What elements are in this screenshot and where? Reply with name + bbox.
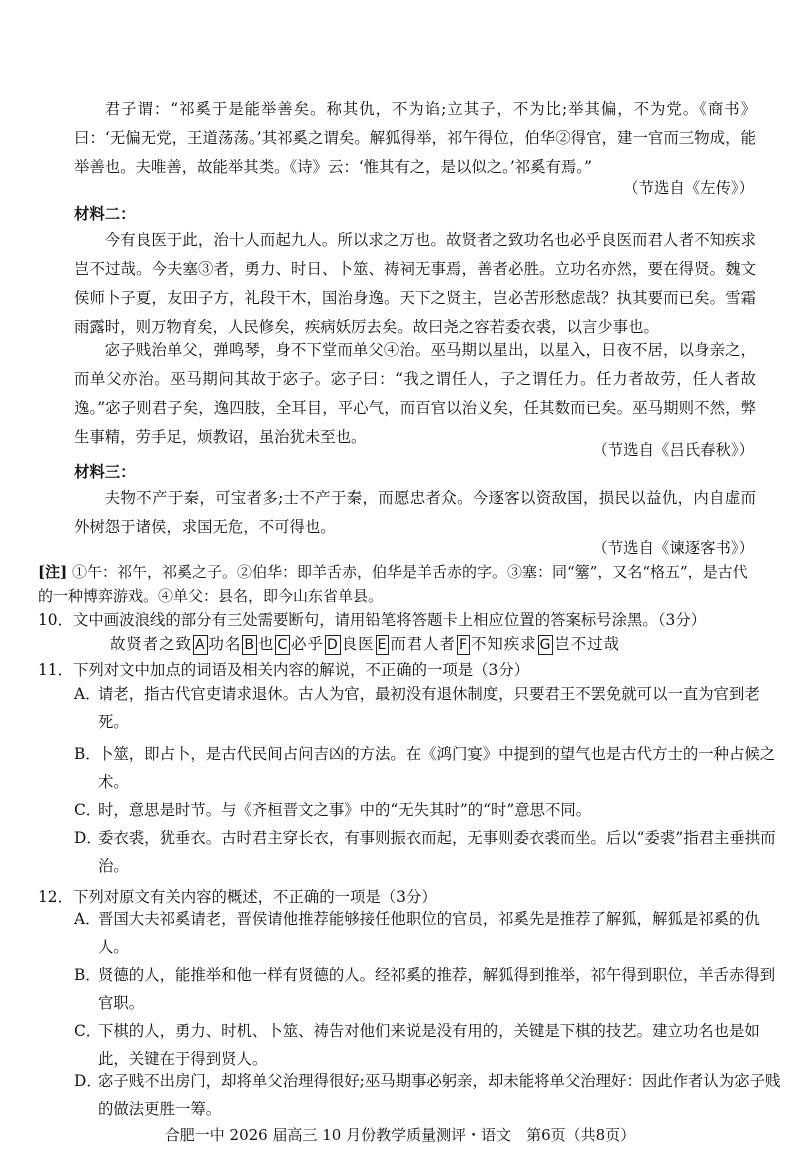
passage1-text: 君子谓：“祁奚于是能举善矣。称其仇，不为谄;立其子，不为比;举其偏，不为党。《商书》曰：‘无偏无党，王道荡荡。’其祁奚之谓矣。解狐得举，祁午得位，伯华②得官，建一官而三物成，能举善也。夫唯善，故能举其类。《诗》云：‘惟其有之，是以似之。’祁奚有焉。” [74, 100, 756, 176]
material2-heading: 材料二： [74, 205, 136, 223]
option-text: 下棋的人，勇力、时机、卜筮、祷告对他们来说是没有用的，关键是下棋的技艺。建立功名也是如此，关键在于得到贤人。 [98, 1022, 760, 1068]
option-label: B． [74, 966, 101, 984]
option-label: C． [74, 801, 102, 819]
option-label: A． [74, 910, 101, 928]
material3-heading: 材料三： [74, 463, 136, 481]
option-label: A． [74, 685, 101, 703]
q12-option-c[interactable] [74, 1017, 784, 1073]
option-text: 卜筮，即占卜，是古代民间占问吉凶的方法。在《鸿门宴》中提到的望气也是古代方士的一种占候之术。 [98, 745, 776, 791]
q10-box-d[interactable]: D [326, 637, 339, 653]
q11-option-a[interactable] [74, 680, 784, 736]
q10-answer-marks [110, 632, 620, 655]
q10-segment: 功名 [208, 635, 242, 653]
q10-box-c[interactable]: C [277, 637, 289, 653]
option-label: D． [74, 1072, 102, 1090]
q11-option-d[interactable] [74, 824, 784, 880]
option-label: C． [74, 1022, 102, 1040]
option-text: 委衣裘，犹垂衣。古时君主穿长衣，有事则振衣而起，无事则委衣裘而坐。后以“委裘”指君主垂拱而治。 [98, 829, 776, 875]
passage1-source: （节选自《左传》） [623, 179, 754, 197]
q10-box-a[interactable]: A [194, 637, 206, 653]
q11-stem: 11．下列对文中加点的词语及相关内容的解说，不正确的一项是（3分） [38, 661, 530, 679]
q10-segment: 也 [257, 635, 275, 653]
q10-box-f[interactable]: F [458, 637, 469, 653]
material3-para: 夫物不产于秦，可宝者多;士不产于秦，而愿忠者众。今逐客以资敌国，损民以益仇，内自虚而外树怨于诸侯，求国无危，不可得也。 [74, 489, 756, 536]
material2-para2: 宓子贱治单父，弹鸣琴，身不下堂而单父④治。巫马期以星出，以星入，日夜不居，以身亲之，而单父亦治。巫马期问其故于宓子。宓子曰：“我之谓任人，子之谓任力。任力者故劳，任人者故逸。”宓子则君子矣，逸四肢，全耳目，平心气，而百官以治义矣，任其数而已矣。巫马期则不然，弊生事精，劳手足，烦教诏，虽治犹未至也。 [74, 341, 756, 446]
material3-source: （节选自《谏逐客书》） [592, 539, 754, 557]
option-label: B． [74, 745, 101, 763]
q10-segment: 不知疾求 [471, 635, 537, 653]
q10-segment: 而君人者 [390, 635, 456, 653]
q10-segment: 故贤者之致 [110, 635, 192, 653]
option-text: 请老，指古代官吏请求退休。古人为官，最初没有退休制度，只要君王不罢免就可以一直为官到老死。 [98, 685, 760, 731]
q12-option-b[interactable] [74, 961, 784, 1017]
option-text: 时，意思是时节。与《齐桓晋文之事》中的“无失其时”的“时”意思不同。 [98, 801, 592, 819]
option-label: D． [74, 829, 102, 847]
q11-option-c[interactable] [74, 796, 784, 824]
option-text: 晋国大夫祁奚请老，晋侯请他推荐能够接任他职位的官员，祁奚先是推荐了解狐，解狐是祁奚的仇人。 [98, 910, 760, 956]
notes [38, 560, 758, 608]
material2-para1: 今有良医于此，治十人而起九人。所以求之万也。故贤者之致功名也必乎良医而君人者不知疾求岂不过哉。今夫塞③者，勇力、时日、卜筮、祷祠无事焉，善者必胜。立功名亦然，要在得贤。魏文侯师卜子夏，友田子方，礼段干木，国治身逸。天下之贤主，岂必苦形愁虑哉？执其要而已矣。雪霜雨露时，则万物育矣，人民修矣，疾病妖厉去矣。故曰尧之容若委衣裘，以言少事也。 [74, 231, 756, 336]
note-label: [注] [38, 563, 68, 581]
q10-segment: 必乎 [291, 635, 324, 653]
option-text: 宓子贱不出房门，却将单父治理得很好;巫马期事必躬亲，却未能将单父治理好：因此作者认为宓子贱的做法更胜一筹。 [98, 1072, 781, 1118]
option-text: 贤德的人，能推举和他一样有贤德的人。经祁奚的推荐，解狐得到推举，祁午得到职位，羊舌赤得到官职。 [98, 966, 776, 1012]
q10-box-b[interactable]: B [244, 637, 255, 653]
q11-option-b[interactable] [74, 740, 784, 796]
note-text: ①午：祁午，祁奚之子。②伯华：即羊舌赤，伯华是羊舌赤的字。③塞：同“簺”，又名“格五”，是古代的一种博弈游戏。④单父：县名，即今山东省单县。 [38, 563, 748, 605]
q10-box-g[interactable]: G [539, 637, 552, 653]
q10-segment: 岂不过哉 [554, 635, 621, 653]
material2-source: （节选自《吕氏春秋》） [592, 441, 754, 459]
q12-option-d[interactable] [74, 1067, 784, 1123]
page-footer: 合肥一中 2026 届高三 10 月份教学质量测评・语文 第6页（共8页） [164, 1126, 636, 1144]
q10-segment: 良医 [341, 635, 375, 653]
q10-box-e[interactable]: E [377, 637, 388, 653]
q12-stem: 12．下列对原文有关内容的概述，不正确的一项是（3分） [38, 888, 437, 906]
q10-stem: 10．文中画波浪线的部分有三处需要断句，请用铅笔将答题卡上相应位置的答案标号涂黑。（3分） [38, 611, 707, 629]
q12-option-a[interactable] [74, 905, 784, 961]
